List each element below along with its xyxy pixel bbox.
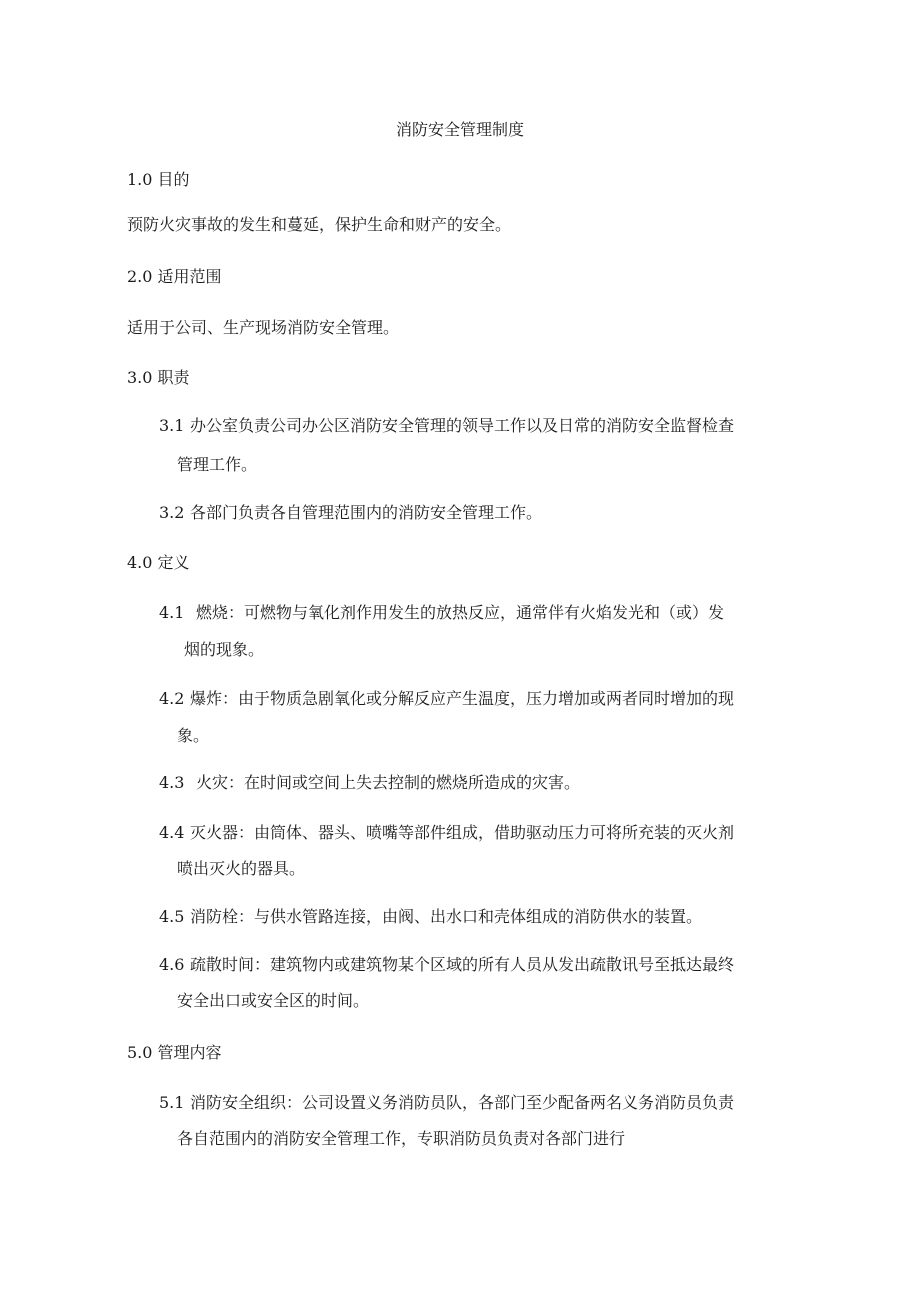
item-text: 办公室负责公司办公区消防安全管理的领导工作以及日常的消防安全监督检查	[190, 416, 735, 435]
section-heading-4: 4.0 定义	[127, 553, 190, 572]
item-number: 4.4	[159, 823, 185, 842]
item-text: 火灾：在时间或空间上失去控制的燃烧所造成的灾害。	[196, 773, 581, 792]
item-number: 4.1	[159, 603, 185, 622]
item-continuation: 喷出灭火的器具。	[177, 859, 306, 878]
item-text: 燃烧：可燃物与氧化剂作用发生的放热反应，通常伴有火焰发光和（或）发	[196, 603, 725, 622]
section-heading-3: 3.0 职责	[127, 368, 190, 387]
item-text: 各部门负责各自管理范围内的消防安全管理工作。	[190, 503, 543, 522]
item-text: 灭火器：由筒体、器头、喷嘴等部件组成，借助驱动压力可将所充装的灭火剂	[190, 823, 735, 842]
item-text: 疏散时间：建筑物内或建筑物某个区域的所有人员从发出疏散讯号至抵达最终	[190, 955, 735, 974]
item-number: 3.1	[159, 416, 185, 435]
item-number: 3.2	[159, 503, 185, 522]
item-continuation: 各自范围内的消防安全管理工作，专职消防员负责对各部门进行	[177, 1129, 626, 1148]
item-continuation: 烟的现象。	[184, 640, 265, 659]
item-number: 4.3	[159, 773, 185, 792]
item-number: 5.1	[159, 1093, 185, 1112]
item-text: 消防安全组织：公司设置义务消防员队，各部门至少配备两名义务消防员负责	[190, 1093, 735, 1112]
item-number: 4.2	[159, 689, 185, 708]
item-number: 4.5	[159, 907, 185, 926]
item-number: 4.6	[159, 955, 185, 974]
item-text: 消防栓：与供水管路连接，由阀、出水口和壳体组成的消防供水的装置。	[190, 907, 703, 926]
item-continuation: 管理工作。	[177, 455, 258, 474]
item-text: 爆炸：由于物质急剧氧化或分解反应产生温度，压力增加或两者同时增加的现	[190, 689, 735, 708]
section-heading-5: 5.0 管理内容	[127, 1043, 222, 1062]
item-continuation: 安全出口或安全区的时间。	[177, 991, 370, 1010]
section-heading-2: 2.0 适用范围	[127, 267, 222, 286]
section-paragraph-2: 适用于公司、生产现场消防安全管理。	[127, 318, 400, 337]
section-heading-1: 1.0 目的	[127, 170, 190, 189]
item-continuation: 象。	[177, 726, 210, 745]
document-title: 消防安全管理制度	[395, 120, 524, 139]
section-paragraph-1: 预防火灾事故的发生和蔓延，保护生命和财产的安全。	[127, 215, 512, 234]
